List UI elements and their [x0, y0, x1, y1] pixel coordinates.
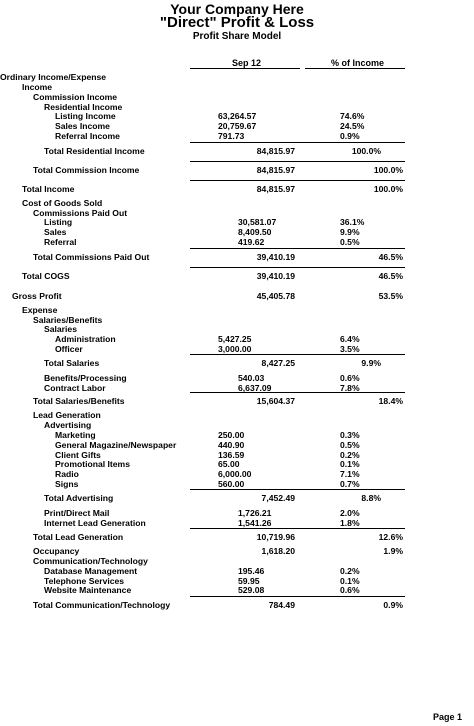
row-label: Gross Profit	[12, 291, 62, 301]
row-amount: 15,604.37	[256, 396, 295, 406]
row-label: Salaries	[44, 324, 77, 334]
row-label: Sales Income	[55, 121, 110, 131]
row-pct-income: 0.3%	[340, 430, 360, 440]
row-pct-income: 0.2%	[340, 450, 360, 460]
row-label: Total Income	[22, 184, 75, 194]
row-label: Total Commissions Paid Out	[33, 252, 150, 262]
row-pct-income: 9.9%	[340, 227, 360, 237]
table-row	[0, 184, 474, 195]
table-row	[0, 271, 474, 282]
row-label: Total Communication/Technology	[33, 600, 171, 610]
row-pct-income: 2.0%	[340, 508, 360, 518]
subtotal-rule	[190, 354, 405, 355]
row-label: Print/Direct Mail	[44, 508, 110, 518]
row-amount: 63,264.57	[218, 111, 257, 121]
row-pct-income: 0.5%	[340, 237, 360, 247]
row-label: Administration	[55, 334, 116, 344]
table-row	[0, 358, 474, 369]
row-pct-income: 6.4%	[340, 334, 360, 344]
row-label: Ordinary Income/Expense	[0, 72, 107, 82]
row-amount: 5,427.25	[218, 334, 252, 344]
row-pct-income: 0.6%	[340, 373, 360, 383]
subtotal-rule	[190, 142, 405, 143]
row-amount: 6,000.00	[218, 469, 252, 479]
row-label: Referral Income	[55, 131, 120, 141]
row-pct-income: 0.6%	[340, 585, 360, 595]
row-label: Commission Income	[33, 92, 118, 102]
row-amount: 20,759.67	[218, 121, 257, 131]
table-row	[0, 493, 474, 504]
table-row	[0, 585, 474, 596]
subtotal-rule	[190, 267, 405, 268]
table-row	[0, 252, 474, 263]
company-name: Your Company Here	[170, 1, 304, 17]
row-pct-income: 100.0%	[373, 165, 403, 175]
row-pct-income: 0.1%	[340, 459, 360, 469]
row-amount: 560.00	[218, 479, 245, 489]
column-header-period: Sep 12	[232, 58, 262, 68]
row-amount: 136.59	[218, 450, 245, 460]
subtotal-rule	[190, 161, 405, 162]
row-amount: 3,000.00	[218, 344, 252, 354]
row-label: Total Commission Income	[33, 165, 140, 175]
row-pct-income: 0.2%	[340, 566, 360, 576]
table-row	[0, 532, 474, 543]
page-number: Page 1	[432, 712, 462, 722]
row-label: Database Management	[44, 566, 138, 576]
row-amount: 7,452.49	[261, 493, 295, 503]
row-pct-income: 24.5%	[340, 121, 365, 131]
table-row	[0, 146, 474, 157]
row-label: Lead Generation	[33, 410, 101, 420]
row-pct-income: 12.6%	[378, 532, 403, 542]
row-amount: 791.73	[218, 131, 245, 141]
row-label: Marketing	[55, 430, 96, 440]
row-pct-income: 7.8%	[340, 383, 360, 393]
row-amount: 440.90	[218, 440, 245, 450]
row-pct-income: 0.1%	[340, 576, 360, 586]
row-pct-income: 46.5%	[378, 252, 403, 262]
row-label: Expense	[22, 305, 58, 315]
row-pct-income: 100.0%	[373, 184, 403, 194]
row-label: Total Salaries/Benefits	[33, 396, 125, 406]
row-amount: 8,427.25	[261, 358, 295, 368]
row-label: Client Gifts	[55, 450, 101, 460]
row-label: Website Maintenance	[44, 585, 132, 595]
row-amount: 59.95	[238, 576, 260, 586]
row-amount: 529.08	[238, 585, 265, 595]
row-label: Cost of Goods Sold	[22, 198, 103, 208]
row-amount: 8,409.50	[238, 227, 272, 237]
row-amount: 39,410.19	[256, 271, 295, 281]
row-label: Residential Income	[44, 102, 123, 112]
row-pct-income: 0.9%	[383, 600, 403, 610]
row-pct-income: 100.0%	[351, 146, 381, 156]
row-amount: 1,726.21	[238, 508, 272, 518]
subtotal-rule	[190, 528, 405, 529]
row-label: Benefits/Processing	[44, 373, 127, 383]
row-amount: 6,637.09	[238, 383, 272, 393]
row-label: Listing Income	[55, 111, 116, 121]
row-amount: 1,618.20	[261, 546, 295, 556]
report-subtitle: Profit Share Model	[192, 31, 282, 42]
row-label: Listing	[44, 217, 73, 227]
row-amount: 250.00	[218, 430, 245, 440]
row-amount: 39,410.19	[256, 252, 295, 262]
row-pct-income: 53.5%	[378, 291, 403, 301]
table-row	[0, 291, 474, 302]
subtotal-rule	[190, 596, 405, 597]
table-row	[0, 600, 474, 611]
row-label: Communication/Technology	[33, 556, 148, 566]
row-label: Telephone Services	[44, 576, 125, 586]
column-header-pct-income: % of Income	[331, 58, 385, 68]
row-label: Total Advertising	[44, 493, 114, 503]
row-pct-income: 9.9%	[361, 358, 381, 368]
row-pct-income: 1.9%	[383, 546, 403, 556]
subtotal-rule	[190, 489, 405, 490]
row-label: Occupancy	[33, 546, 80, 556]
row-amount: 84,815.97	[256, 184, 295, 194]
row-label: Internet Lead Generation	[44, 518, 146, 528]
row-pct-income: 0.5%	[340, 440, 360, 450]
row-pct-income: 46.5%	[378, 271, 403, 281]
row-pct-income: 36.1%	[340, 217, 365, 227]
row-pct-income: 18.4%	[378, 396, 403, 406]
row-label: Income	[22, 82, 53, 92]
table-row	[0, 237, 474, 248]
column-header-rule	[305, 68, 405, 69]
row-label: Signs	[55, 479, 79, 489]
row-amount: 10,719.96	[256, 532, 295, 542]
row-label: Total Salaries	[44, 358, 100, 368]
row-pct-income: 0.9%	[340, 131, 360, 141]
row-amount: 540.03	[238, 373, 265, 383]
row-label: Referral	[44, 237, 77, 247]
column-header-rule	[190, 68, 300, 69]
row-label: General Magazine/Newspaper	[55, 440, 177, 450]
subtotal-rule	[190, 392, 405, 393]
row-pct-income: 0.7%	[340, 479, 360, 489]
row-amount: 419.62	[238, 237, 265, 247]
row-label: Commissions Paid Out	[33, 208, 128, 218]
row-label: Total Residential Income	[44, 146, 145, 156]
table-row	[0, 131, 474, 142]
report-title: "Direct" Profit & Loss	[159, 14, 315, 31]
row-amount: 195.46	[238, 566, 265, 576]
row-amount: 784.49	[268, 600, 295, 610]
row-amount: 1,541.26	[238, 518, 272, 528]
row-amount: 84,815.97	[256, 146, 295, 156]
row-amount: 65.00	[218, 459, 240, 469]
row-label: Total COGS	[22, 271, 70, 281]
row-label: Promotional Items	[55, 459, 130, 469]
row-label: Officer	[55, 344, 83, 354]
row-label: Sales	[44, 227, 67, 237]
row-pct-income: 74.6%	[340, 111, 365, 121]
row-amount: 84,815.97	[256, 165, 295, 175]
row-amount: 30,581.07	[238, 217, 277, 227]
subtotal-rule	[190, 180, 405, 181]
row-label: Total Lead Generation	[33, 532, 124, 542]
row-label: Advertising	[44, 420, 92, 430]
table-row	[0, 396, 474, 407]
row-pct-income: 8.8%	[361, 493, 381, 503]
row-pct-income: 3.5%	[340, 344, 360, 354]
row-pct-income: 1.8%	[340, 518, 360, 528]
row-pct-income: 7.1%	[340, 469, 360, 479]
row-amount: 45,405.78	[256, 291, 295, 301]
row-label: Radio	[55, 469, 79, 479]
table-row	[0, 165, 474, 176]
subtotal-rule	[190, 248, 405, 249]
row-label: Contract Labor	[44, 383, 106, 393]
row-label: Salaries/Benefits	[33, 315, 103, 325]
